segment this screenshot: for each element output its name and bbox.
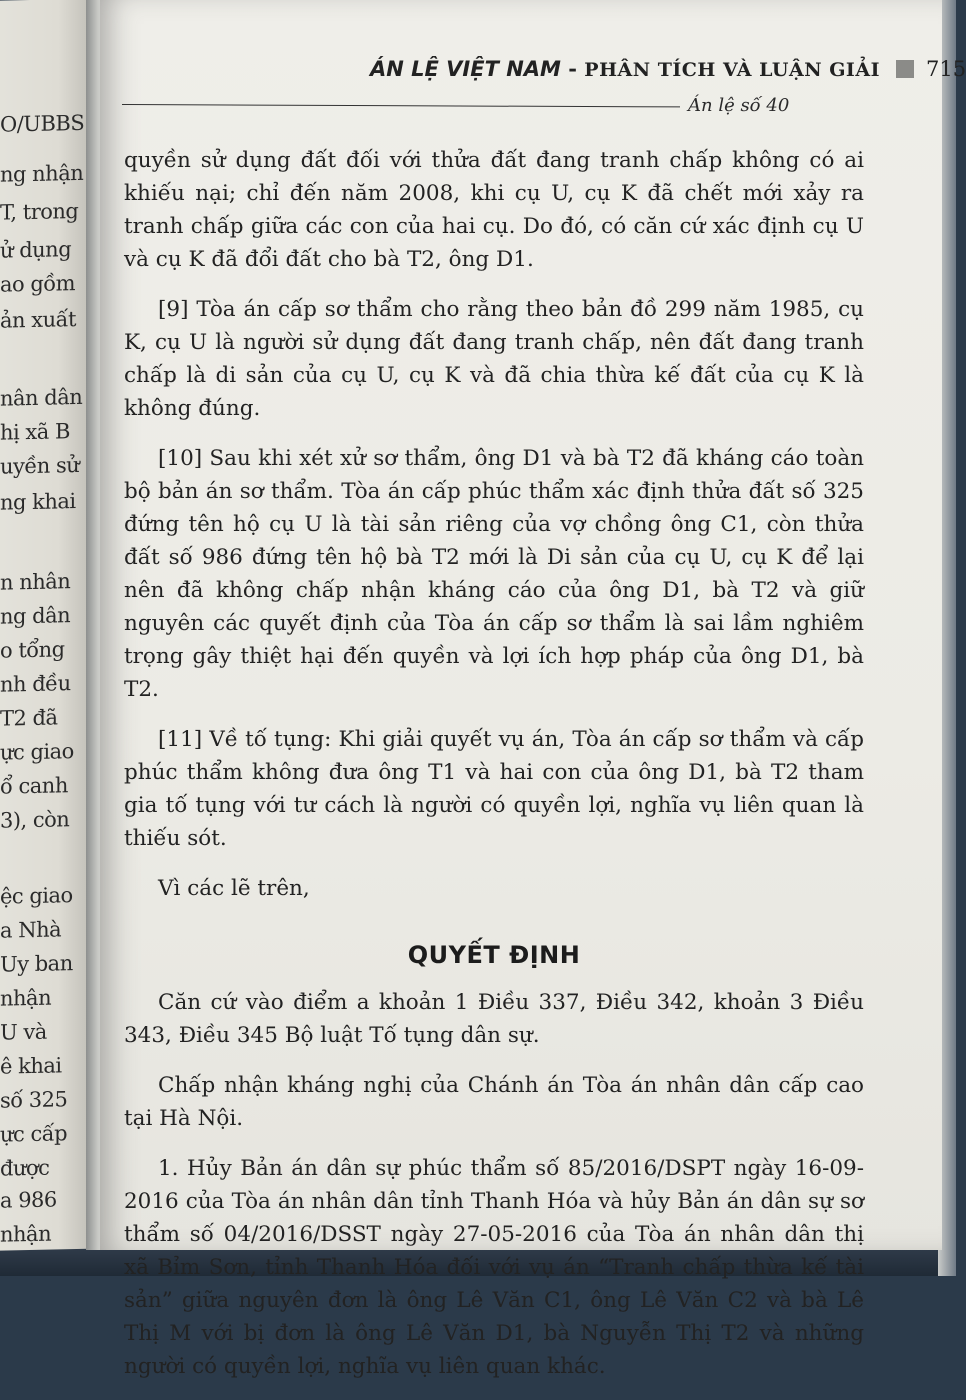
decision-heading: QUYẾT ĐỊNH xyxy=(407,941,581,969)
left-page-line: 3), còn xyxy=(0,807,70,833)
left-page-line: ực giao xyxy=(0,739,74,765)
left-page-line: nh đều xyxy=(0,671,71,697)
left-page-line: số 325 xyxy=(0,1087,68,1113)
left-page-line: ê khai xyxy=(0,1053,62,1079)
header-separator: - xyxy=(560,56,585,81)
book-title: ÁN LỆ VIỆT NAM xyxy=(370,57,561,81)
left-page-line: n nhân xyxy=(0,569,71,595)
left-page-line: nhận xyxy=(0,985,52,1011)
left-page-line: a 986 xyxy=(0,1187,57,1213)
left-page-line: U và xyxy=(0,1019,47,1045)
paragraph: [11] Về tố tụng: Khi giải quyết vụ án, Tòa án cấp sơ thẩm và cấp phúc thẩm không đưa ông T1 và hai con của ông D1, bà T2 tham gia tố tụng với tư cách là người có quyền lợi, nghĩa vụ liên quan là thiếu sót. xyxy=(124,727,864,851)
running-header xyxy=(370,56,966,81)
left-page-line: T, trong xyxy=(0,198,79,225)
left-page-line: Uy ban xyxy=(0,951,73,977)
left-page-line: o tổng xyxy=(0,637,65,663)
left-page-line: ản xuất xyxy=(0,307,76,333)
left-page-line: ử dụng xyxy=(0,237,72,263)
left-page-line: uyền sử xyxy=(0,452,80,479)
book-page xyxy=(100,0,966,1379)
previous-page xyxy=(0,0,100,1251)
paragraph: [9] Tòa án cấp sơ thẩm cho rằng theo bản đồ 299 năm 1985, cụ K, cụ U là người sử dụng đất đang tranh chấp, nên đất đang tranh chấp là di sản của cụ U, cụ K và đã chia thừa kế đất của cụ K là không đúng. xyxy=(124,297,864,421)
decision-paragraph: Căn cứ vào điểm a khoản 1 Điều 337, Điều 342, khoản 3 Điều 343, Điều 345 Bộ luật Tố tụng dân sự. xyxy=(124,990,864,1048)
paragraph: quyền sử dụng đất đối với thửa đất đang tranh chấp không có ai khiếu nại; chỉ đến năm 2008, khi cụ U, cụ K đã chết mới xảy ra tranh chấp giữa các con của hai cụ. Do đó, có căn cứ xác định cụ U và cụ K đã đổi đất cho bà T2, ông D1. xyxy=(124,148,864,272)
left-page-line: ng dân xyxy=(0,603,71,629)
paragraph: Vì các lẽ trên, xyxy=(158,876,310,901)
left-page-line: ổ canh xyxy=(0,773,68,799)
decision-paragraph: 1. Hủy Bản án dân sự phúc thẩm số 85/2016/DSPT ngày 16-09-2016 của Tòa án nhân dân tỉnh Thanh Hóa và hủy Bản án dân sự sơ thẩm số 04/2016/DSST ngày 27-05-2016 của Tòa án nhân dân thị xã Bỉm Sơn, tỉnh Thanh Hóa đối với vụ án “Tranh chấp thừa kế tài sản” giữa nguyên đơn là ông Lê Văn C1, ông Lê Văn C2 và bà Lê Thị M với bị đơn là ông Lê Văn D1, bà Nguyễn Thị T2 và những người có quyền lợi, nghĩa vụ liên quan khác. xyxy=(124,1156,864,1379)
left-page-line: nhận xyxy=(0,1221,52,1247)
left-page-line: T2 đã xyxy=(0,705,58,731)
page-number: 715 xyxy=(925,57,966,81)
left-page-line: O/UBBS xyxy=(0,110,85,137)
left-page-line: nân dân xyxy=(0,384,83,411)
decision-paragraph: Chấp nhận kháng nghị của Chánh án Tòa án nhân dân cấp cao tại Hà Nội. xyxy=(124,1073,864,1131)
left-page-line: ng nhận xyxy=(0,160,84,187)
left-page-line: a Nhà xyxy=(0,917,62,943)
square-ornament-icon xyxy=(896,60,914,78)
header-rule xyxy=(122,104,680,107)
left-page-line: ực cấp xyxy=(0,1121,68,1147)
left-page-line: ệc giao xyxy=(0,883,73,909)
left-page-line: ao gồm xyxy=(0,271,76,297)
paragraph: [10] Sau khi xét xử sơ thẩm, ông D1 và bà T2 đã kháng cáo toàn bộ bản án sơ thẩm. Tòa án cấp phúc thẩm xác định thửa đất số 325 đứng tên hộ cụ U là tài sản riêng của vợ chồng ông C1, còn thửa đất số 986 đứng tên hộ bà T2 mới là Di sản của cụ U, cụ K để lại nên đã không chấp nhận kháng cáo của ông D1, bà T2 và giữ nguyên các quyết định của Tòa án cấp sơ thẩm là sai lầm nghiêm trọng gây thiệt hại đến quyền và lợi ích hợp pháp của ông D1, bà T2. xyxy=(124,446,864,702)
case-label: Án lệ số 40 xyxy=(688,95,790,116)
left-page-line: ng khai xyxy=(0,489,76,515)
page-body xyxy=(124,144,864,1400)
left-page-line: được xyxy=(0,1155,50,1181)
book-subtitle: PHÂN TÍCH VÀ LUẬN GIẢI xyxy=(584,59,880,81)
left-page-line: hị xã B xyxy=(0,419,70,445)
